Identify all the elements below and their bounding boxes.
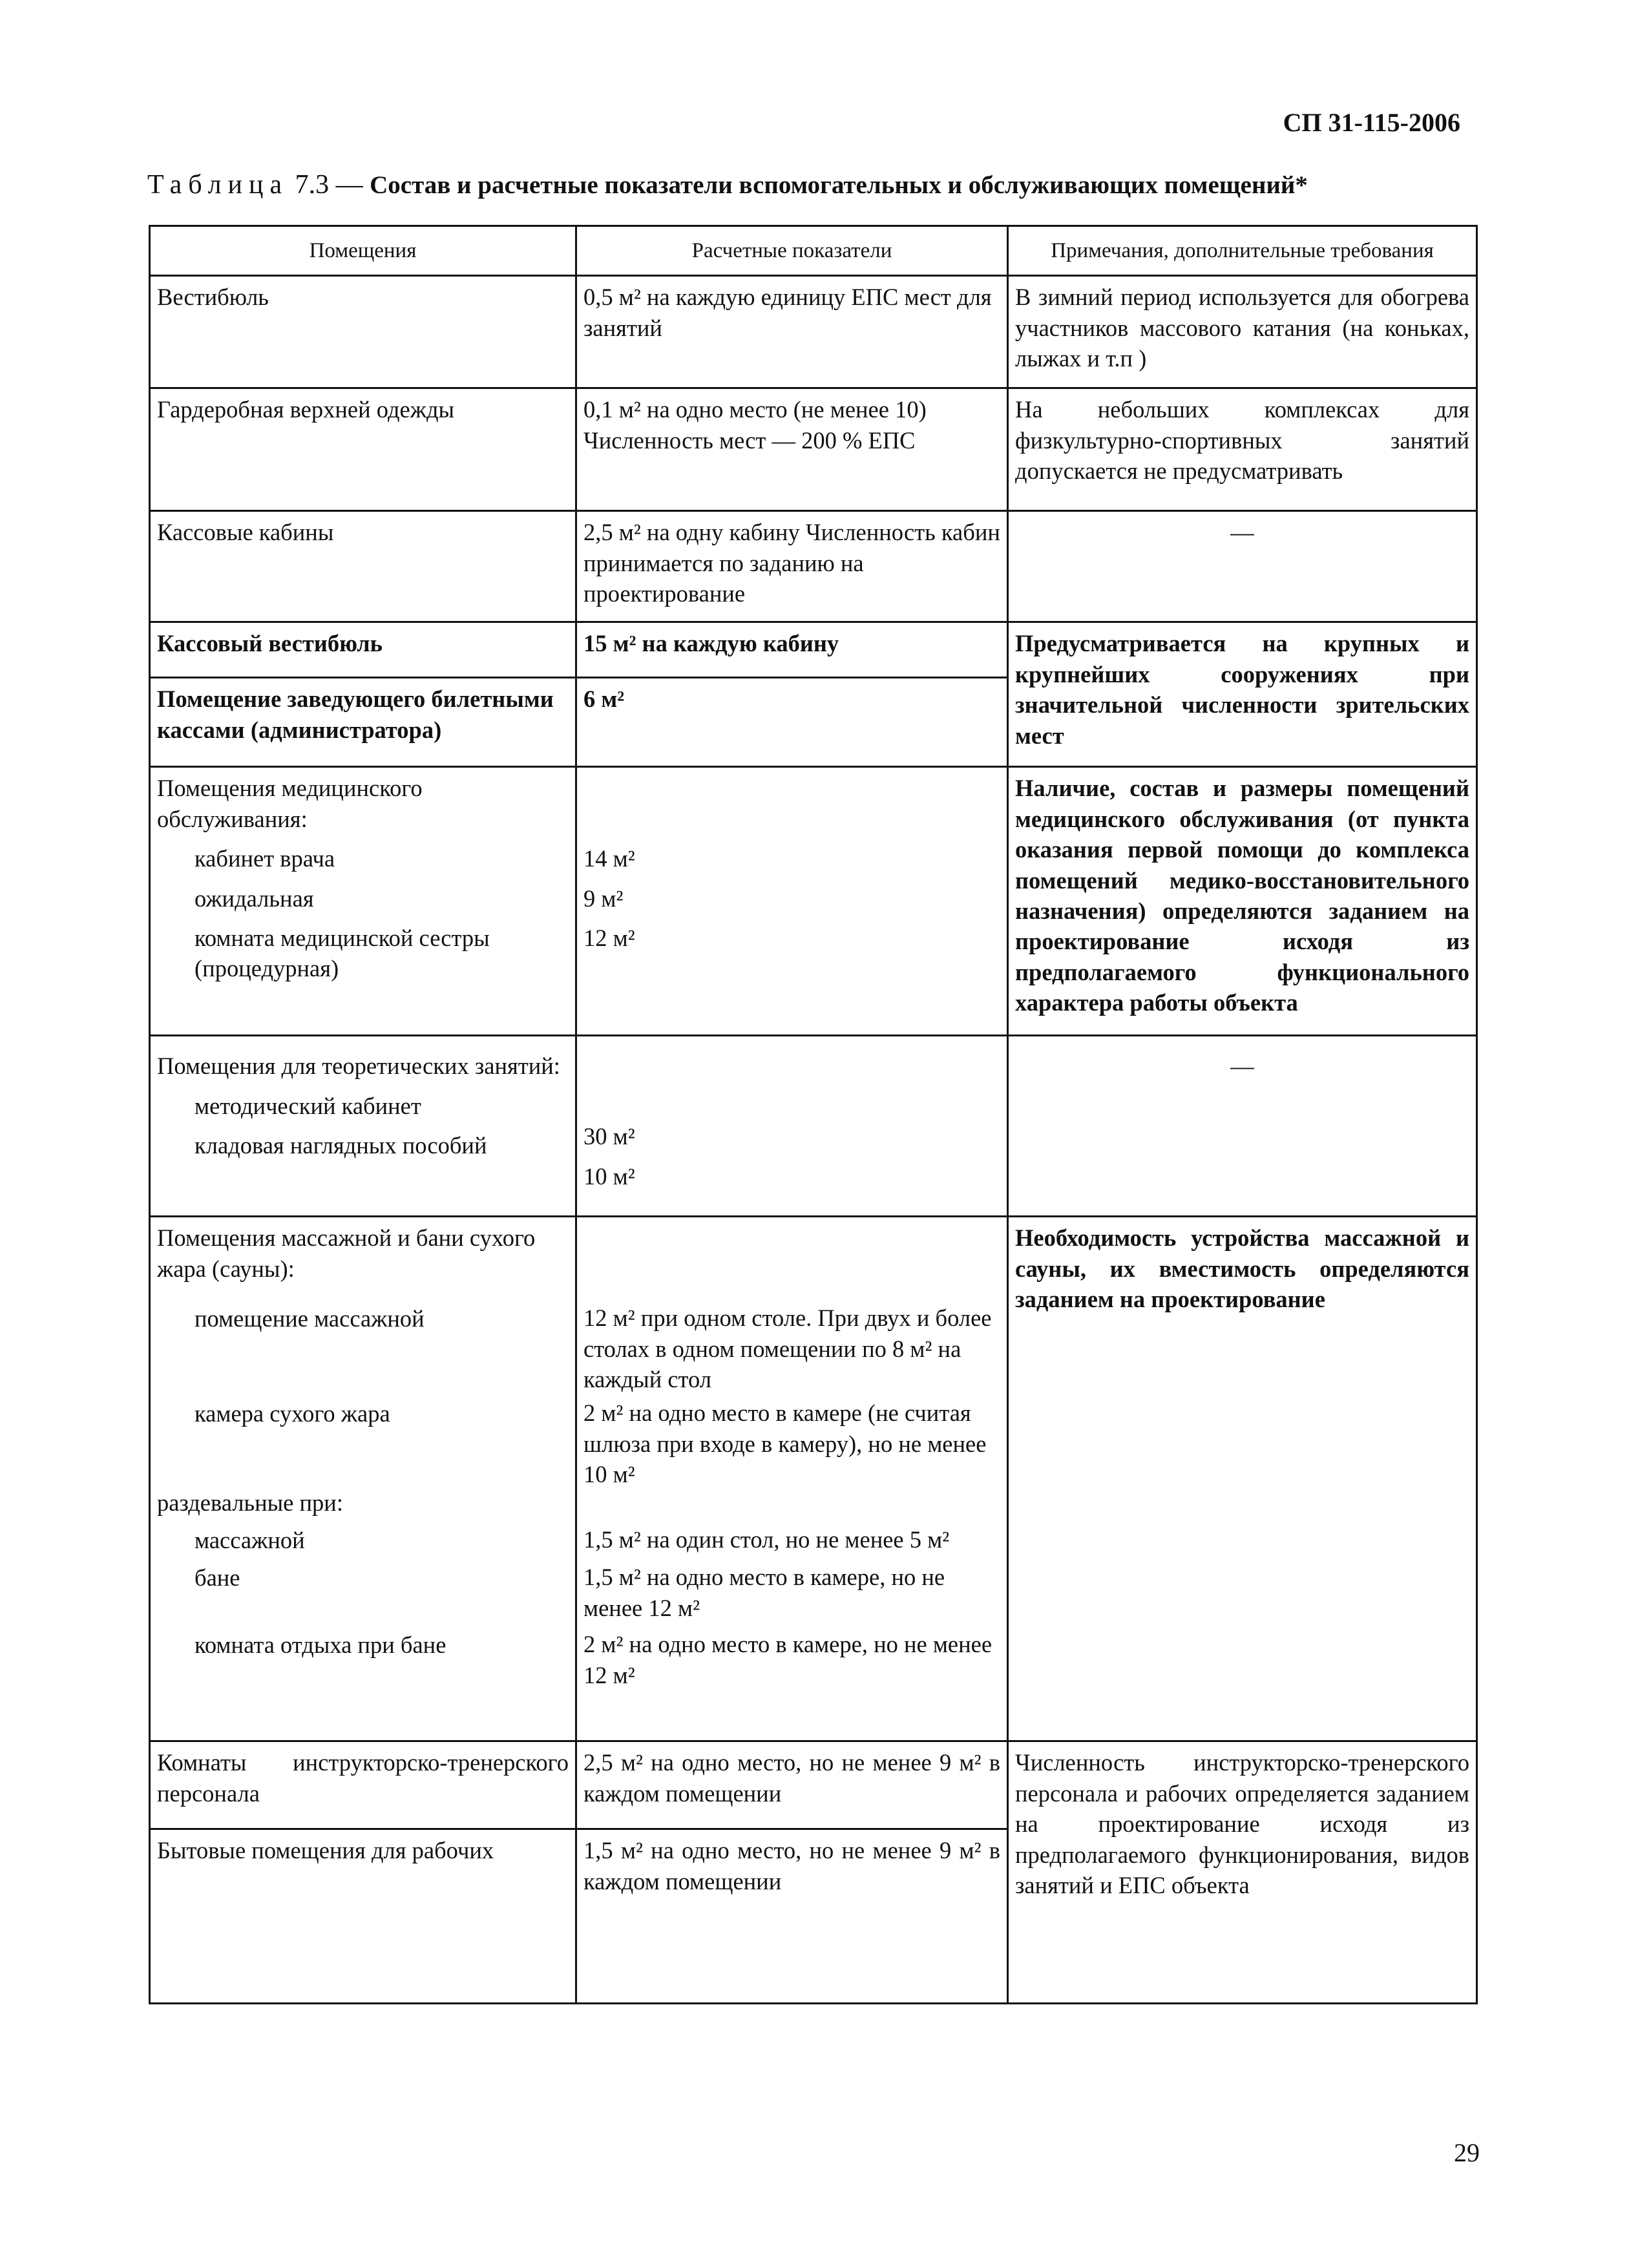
table-row <box>150 388 1477 511</box>
table-row <box>150 767 1477 1036</box>
rooms-table <box>149 225 1478 2004</box>
column-header-notes: Примечания, дополнительные требования <box>1008 226 1477 276</box>
sub-value: 10 м² <box>583 1162 635 1190</box>
room-cell <box>150 767 576 1036</box>
table-row <box>150 1217 1477 1741</box>
group-heading: Помещения медицинского обслуживания: <box>157 775 423 832</box>
indicator-cell: 2,5 м² на одно место, но не менее 9 м² в каждом помещении <box>576 1741 1008 1829</box>
note-dash: — <box>1230 1053 1254 1080</box>
table-row <box>150 1036 1477 1217</box>
indicator-cell <box>576 767 1008 1036</box>
room-cell: Кассовые кабины <box>150 511 576 622</box>
room-cell: Гардеробная верхней одежды <box>150 388 576 511</box>
sub-room: методический кабинет <box>194 1092 421 1119</box>
sub-value: 2 м² на одно место в камере (не считая шлюза при входе в камеру), но не менее 10 м² <box>583 1400 987 1488</box>
indicator-cell <box>576 1036 1008 1217</box>
table-caption <box>147 169 1491 200</box>
table-row <box>150 511 1477 622</box>
sub-room: камера сухого жара <box>194 1400 390 1427</box>
room-cell <box>150 1217 576 1741</box>
caption-title: Состав и расчетные показатели вспомогательных и обслуживающих помещений* <box>370 171 1308 199</box>
indicator-line: 0,1 м² на одно место (не менее 10) <box>583 396 927 423</box>
sub-value: 2 м² на одно место в камере, но не менее 12 м² <box>583 1631 993 1688</box>
table-row <box>150 276 1477 388</box>
note-cell: — <box>1008 511 1477 622</box>
sub-value: 12 м² <box>583 924 635 951</box>
group-heading: Помещения для теоретических занятий: <box>157 1053 560 1080</box>
note-cell: Необходимость устройства массажной и сауны, их вместимость определяются заданием на проектирование <box>1008 1217 1477 1741</box>
room-cell: Вестибюль <box>150 276 576 388</box>
indicator-cell: 1,5 м² на одно место, но не менее 9 м² в каждом помещении <box>576 1829 1008 2004</box>
column-header-indicators: Расчетные показатели <box>576 226 1008 276</box>
table-header-row <box>150 226 1477 276</box>
caption-word: Таблица <box>147 170 289 200</box>
note-cell: Наличие, состав и размеры помещений медицинского обслуживания (от пункта оказания первой помощи до комплекса помещений медико-восстановительного назначения) определяются заданием на проектирование исходя из предполагаемого функционального характера работы объекта <box>1008 767 1477 1036</box>
sub-room: кладовая наглядных пособий <box>194 1132 487 1159</box>
indicator-cell <box>576 388 1008 511</box>
table-row <box>150 622 1477 678</box>
sub-value: 30 м² <box>583 1123 635 1150</box>
indicator-cell: 6 м² <box>576 678 1008 767</box>
note-cell: В зимний период используется для обогрева участников массового катания (на коньках, лыжах и т.п ) <box>1008 276 1477 388</box>
room-cell: Комнаты инструкторско-тренерского персонала <box>150 1741 576 1829</box>
note-cell <box>1008 1036 1477 1217</box>
column-header-rooms: Помещения <box>150 226 576 276</box>
sub-value: 12 м² при одном столе. При двух и более столах в одном помещении по 8 м² на каждый стол <box>583 1305 992 1393</box>
room-cell <box>150 1036 576 1217</box>
page-number: 29 <box>1454 2138 1480 2167</box>
sub-room: комната медицинской сестры (процедурная) <box>194 924 490 982</box>
note-cell: На небольших комплексах для физкультурно-спортивных занятий допускается не предусматривать <box>1008 388 1477 511</box>
sub-value: 1,5 м² на один стол, но не менее 5 м² <box>583 1526 950 1553</box>
sub-value: 9 м² <box>583 885 624 912</box>
sub-value: 14 м² <box>583 845 635 872</box>
sub-room: бане <box>194 1564 240 1591</box>
indicator-line: Численность мест — 200 % ЕПС <box>583 426 916 454</box>
room-cell: Кассовый вестибюль <box>150 622 576 678</box>
caption-number: 7.3 — <box>295 170 363 200</box>
sub-room: комната отдыха при бане <box>194 1632 446 1659</box>
sub-room: ожидальная <box>194 885 314 912</box>
sub-room: массажной <box>194 1527 305 1554</box>
note-cell: Численность инструкторско-тренерского персонала и рабочих определяется заданием на проектирование исходя из предполагаемого функционирования, видов занятий и ЕПС объекта <box>1008 1741 1477 2004</box>
group-heading: Помещения массажной и бани сухого жара (сауны): <box>157 1224 536 1282</box>
sub-value: 1,5 м² на одно место в камере, но не менее 12 м² <box>583 1564 945 1621</box>
sub-room: помещение массажной <box>194 1305 425 1332</box>
room-cell: Помещение заведующего билетными кассами (администратора) <box>150 678 576 767</box>
sub-room: кабинет врача <box>194 845 335 872</box>
note-cell: Предусматривается на крупных и крупнейших сооружениях при значительной численности зрительских мест <box>1008 622 1477 767</box>
indicator-cell: 2,5 м² на одну кабину Численность кабин принимается по заданию на проектирование <box>576 511 1008 622</box>
sub-heading: раздевальные при: <box>157 1489 343 1517</box>
indicator-cell <box>576 1217 1008 1741</box>
indicator-cell: 0,5 м² на каждую единицу ЕПС мест для занятий <box>576 276 1008 388</box>
table-row <box>150 1741 1477 1829</box>
room-cell: Бытовые помещения для рабочих <box>150 1829 576 2004</box>
indicator-cell: 15 м² на каждую кабину <box>576 622 1008 678</box>
document-code: СП 31-115-2006 <box>1283 108 1460 137</box>
